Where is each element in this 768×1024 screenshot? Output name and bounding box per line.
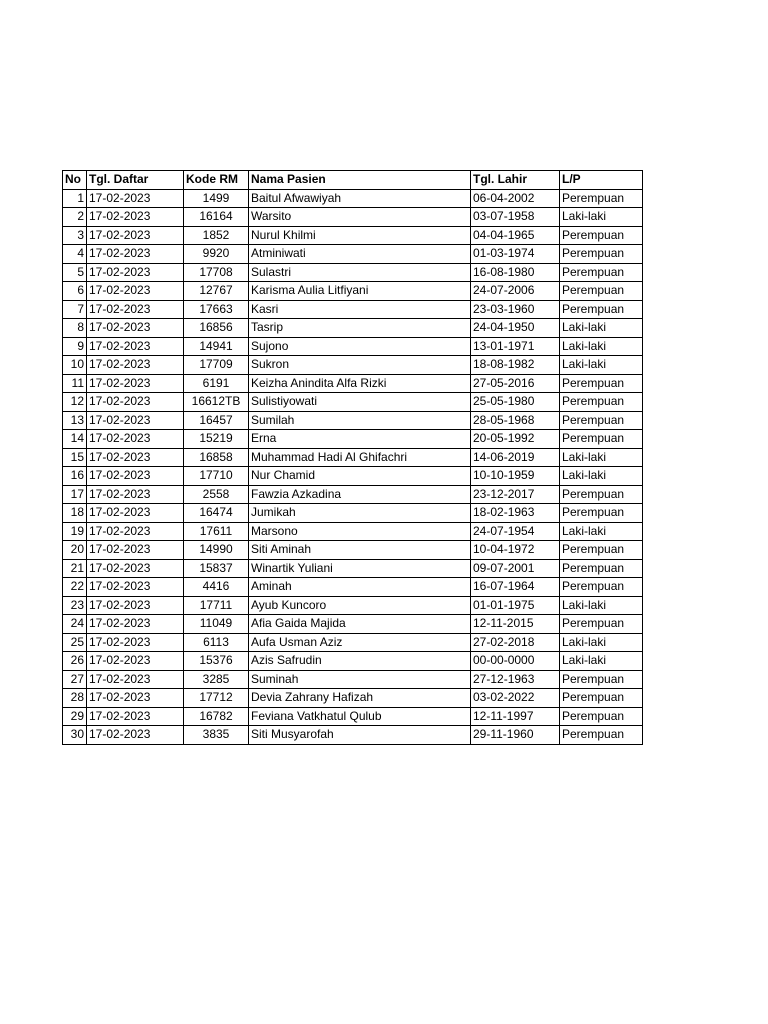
header-no: No <box>63 171 87 190</box>
cell-kode-rm: 15219 <box>184 430 249 449</box>
cell-tgl-lahir: 13-01-1971 <box>471 337 560 356</box>
cell-kode-rm: 17711 <box>184 596 249 615</box>
cell-lp: Laki-laki <box>560 596 643 615</box>
cell-lp: Perempuan <box>560 300 643 319</box>
table-row <box>63 319 643 338</box>
cell-no: 10 <box>63 356 87 375</box>
cell-no: 21 <box>63 559 87 578</box>
table-row <box>63 467 643 486</box>
cell-kode-rm: 14941 <box>184 337 249 356</box>
cell-nama-pasien: Suminah <box>249 670 471 689</box>
cell-no: 19 <box>63 522 87 541</box>
cell-tgl-daftar: 17-02-2023 <box>87 689 184 708</box>
cell-lp: Laki-laki <box>560 633 643 652</box>
cell-lp: Perempuan <box>560 411 643 430</box>
cell-tgl-lahir: 01-03-1974 <box>471 245 560 264</box>
cell-kode-rm: 17611 <box>184 522 249 541</box>
cell-lp: Perempuan <box>560 393 643 412</box>
cell-tgl-lahir: 18-02-1963 <box>471 504 560 523</box>
table-row <box>63 356 643 375</box>
table-row <box>63 430 643 449</box>
cell-lp: Perempuan <box>560 282 643 301</box>
cell-kode-rm: 1499 <box>184 189 249 208</box>
cell-no: 12 <box>63 393 87 412</box>
cell-lp: Perempuan <box>560 726 643 745</box>
header-nama-pasien: Nama Pasien <box>249 171 471 190</box>
cell-tgl-daftar: 17-02-2023 <box>87 430 184 449</box>
cell-kode-rm: 16856 <box>184 319 249 338</box>
table-row <box>63 485 643 504</box>
cell-lp: Perempuan <box>560 430 643 449</box>
cell-tgl-lahir: 03-02-2022 <box>471 689 560 708</box>
cell-lp: Perempuan <box>560 374 643 393</box>
cell-no: 29 <box>63 707 87 726</box>
cell-tgl-daftar: 17-02-2023 <box>87 189 184 208</box>
cell-no: 27 <box>63 670 87 689</box>
cell-no: 11 <box>63 374 87 393</box>
cell-no: 2 <box>63 208 87 227</box>
cell-kode-rm: 16782 <box>184 707 249 726</box>
cell-tgl-daftar: 17-02-2023 <box>87 467 184 486</box>
cell-lp: Perempuan <box>560 485 643 504</box>
cell-lp: Laki-laki <box>560 356 643 375</box>
table-row <box>63 559 643 578</box>
cell-nama-pasien: Siti Aminah <box>249 541 471 560</box>
header-lp: L/P <box>560 171 643 190</box>
cell-nama-pasien: Kasri <box>249 300 471 319</box>
header-tgl-lahir: Tgl. Lahir <box>471 171 560 190</box>
cell-tgl-lahir: 03-07-1958 <box>471 208 560 227</box>
header-kode-rm: Kode RM <box>184 171 249 190</box>
cell-no: 3 <box>63 226 87 245</box>
table-row <box>63 374 643 393</box>
cell-tgl-daftar: 17-02-2023 <box>87 504 184 523</box>
cell-tgl-daftar: 17-02-2023 <box>87 541 184 560</box>
cell-tgl-lahir: 20-05-1992 <box>471 430 560 449</box>
cell-no: 26 <box>63 652 87 671</box>
cell-nama-pasien: Keizha Anindita Alfa Rizki <box>249 374 471 393</box>
table-row <box>63 522 643 541</box>
patient-table <box>62 170 643 745</box>
cell-no: 5 <box>63 263 87 282</box>
cell-kode-rm: 16457 <box>184 411 249 430</box>
cell-tgl-daftar: 17-02-2023 <box>87 448 184 467</box>
cell-tgl-daftar: 17-02-2023 <box>87 633 184 652</box>
cell-nama-pasien: Marsono <box>249 522 471 541</box>
cell-lp: Laki-laki <box>560 208 643 227</box>
cell-lp: Perempuan <box>560 504 643 523</box>
cell-kode-rm: 4416 <box>184 578 249 597</box>
cell-tgl-lahir: 14-06-2019 <box>471 448 560 467</box>
cell-kode-rm: 3285 <box>184 670 249 689</box>
cell-tgl-lahir: 28-05-1968 <box>471 411 560 430</box>
cell-nama-pasien: Muhammad Hadi Al Ghifachri <box>249 448 471 467</box>
table-row <box>63 652 643 671</box>
cell-tgl-lahir: 24-04-1950 <box>471 319 560 338</box>
table-row <box>63 541 643 560</box>
cell-tgl-lahir: 18-08-1982 <box>471 356 560 375</box>
cell-no: 22 <box>63 578 87 597</box>
cell-nama-pasien: Erna <box>249 430 471 449</box>
cell-kode-rm: 9920 <box>184 245 249 264</box>
cell-tgl-lahir: 29-11-1960 <box>471 726 560 745</box>
cell-no: 13 <box>63 411 87 430</box>
cell-tgl-daftar: 17-02-2023 <box>87 300 184 319</box>
cell-no: 8 <box>63 319 87 338</box>
cell-tgl-lahir: 10-04-1972 <box>471 541 560 560</box>
cell-lp: Perempuan <box>560 189 643 208</box>
cell-no: 30 <box>63 726 87 745</box>
table-row <box>63 300 643 319</box>
cell-tgl-lahir: 25-05-1980 <box>471 393 560 412</box>
cell-lp: Laki-laki <box>560 448 643 467</box>
cell-tgl-lahir: 23-12-2017 <box>471 485 560 504</box>
cell-lp: Laki-laki <box>560 319 643 338</box>
cell-tgl-lahir: 01-01-1975 <box>471 596 560 615</box>
cell-nama-pasien: Jumikah <box>249 504 471 523</box>
cell-tgl-daftar: 17-02-2023 <box>87 670 184 689</box>
cell-nama-pasien: Nur Chamid <box>249 467 471 486</box>
table-row <box>63 208 643 227</box>
cell-tgl-lahir: 24-07-1954 <box>471 522 560 541</box>
cell-no: 6 <box>63 282 87 301</box>
cell-nama-pasien: Atminiwati <box>249 245 471 264</box>
cell-kode-rm: 17708 <box>184 263 249 282</box>
cell-no: 28 <box>63 689 87 708</box>
cell-kode-rm: 16612TB <box>184 393 249 412</box>
cell-lp: Perempuan <box>560 226 643 245</box>
table-row <box>63 633 643 652</box>
cell-no: 25 <box>63 633 87 652</box>
cell-lp: Laki-laki <box>560 467 643 486</box>
cell-tgl-daftar: 17-02-2023 <box>87 282 184 301</box>
cell-kode-rm: 16164 <box>184 208 249 227</box>
cell-kode-rm: 12767 <box>184 282 249 301</box>
table-row <box>63 393 643 412</box>
table-row <box>63 263 643 282</box>
cell-tgl-daftar: 17-02-2023 <box>87 596 184 615</box>
table-header-row <box>63 171 643 190</box>
cell-lp: Perempuan <box>560 689 643 708</box>
cell-tgl-daftar: 17-02-2023 <box>87 226 184 245</box>
cell-tgl-daftar: 17-02-2023 <box>87 578 184 597</box>
table-row <box>63 670 643 689</box>
cell-no: 16 <box>63 467 87 486</box>
cell-nama-pasien: Baitul Afwawiyah <box>249 189 471 208</box>
cell-no: 9 <box>63 337 87 356</box>
cell-nama-pasien: Aminah <box>249 578 471 597</box>
cell-tgl-daftar: 17-02-2023 <box>87 245 184 264</box>
cell-lp: Perempuan <box>560 245 643 264</box>
table-row <box>63 689 643 708</box>
cell-no: 15 <box>63 448 87 467</box>
cell-kode-rm: 15376 <box>184 652 249 671</box>
cell-nama-pasien: Ayub Kuncoro <box>249 596 471 615</box>
cell-no: 23 <box>63 596 87 615</box>
cell-kode-rm: 14990 <box>184 541 249 560</box>
cell-tgl-daftar: 17-02-2023 <box>87 263 184 282</box>
table-row <box>63 448 643 467</box>
table-row <box>63 189 643 208</box>
cell-tgl-lahir: 27-02-2018 <box>471 633 560 652</box>
cell-tgl-daftar: 17-02-2023 <box>87 319 184 338</box>
cell-lp: Perempuan <box>560 559 643 578</box>
table-row <box>63 504 643 523</box>
cell-tgl-daftar: 17-02-2023 <box>87 652 184 671</box>
cell-lp: Perempuan <box>560 615 643 634</box>
cell-no: 20 <box>63 541 87 560</box>
cell-nama-pasien: Feviana Vatkhatul Qulub <box>249 707 471 726</box>
cell-nama-pasien: Tasrip <box>249 319 471 338</box>
table-row <box>63 411 643 430</box>
cell-tgl-daftar: 17-02-2023 <box>87 374 184 393</box>
cell-nama-pasien: Winartik Yuliani <box>249 559 471 578</box>
cell-kode-rm: 17710 <box>184 467 249 486</box>
cell-tgl-lahir: 16-07-1964 <box>471 578 560 597</box>
cell-tgl-lahir: 23-03-1960 <box>471 300 560 319</box>
cell-kode-rm: 16474 <box>184 504 249 523</box>
cell-tgl-lahir: 24-07-2006 <box>471 282 560 301</box>
cell-tgl-daftar: 17-02-2023 <box>87 726 184 745</box>
cell-nama-pasien: Siti Musyarofah <box>249 726 471 745</box>
cell-tgl-lahir: 09-07-2001 <box>471 559 560 578</box>
cell-tgl-daftar: 17-02-2023 <box>87 393 184 412</box>
cell-nama-pasien: Sulistiyowati <box>249 393 471 412</box>
cell-nama-pasien: Azis Safrudin <box>249 652 471 671</box>
header-tgl-daftar: Tgl. Daftar <box>87 171 184 190</box>
table-row <box>63 226 643 245</box>
cell-nama-pasien: Warsito <box>249 208 471 227</box>
cell-lp: Perempuan <box>560 578 643 597</box>
cell-no: 17 <box>63 485 87 504</box>
table-row <box>63 578 643 597</box>
cell-nama-pasien: Sumilah <box>249 411 471 430</box>
cell-nama-pasien: Devia Zahrany Hafizah <box>249 689 471 708</box>
cell-tgl-daftar: 17-02-2023 <box>87 559 184 578</box>
cell-tgl-lahir: 00-00-0000 <box>471 652 560 671</box>
table-row <box>63 596 643 615</box>
cell-no: 1 <box>63 189 87 208</box>
cell-tgl-lahir: 27-05-2016 <box>471 374 560 393</box>
cell-tgl-daftar: 17-02-2023 <box>87 356 184 375</box>
cell-nama-pasien: Fawzia Azkadina <box>249 485 471 504</box>
cell-nama-pasien: Sukron <box>249 356 471 375</box>
table-row <box>63 726 643 745</box>
cell-tgl-lahir: 16-08-1980 <box>471 263 560 282</box>
cell-kode-rm: 6191 <box>184 374 249 393</box>
cell-lp: Laki-laki <box>560 522 643 541</box>
cell-nama-pasien: Afia Gaida Majida <box>249 615 471 634</box>
cell-nama-pasien: Sujono <box>249 337 471 356</box>
cell-no: 7 <box>63 300 87 319</box>
cell-tgl-lahir: 06-04-2002 <box>471 189 560 208</box>
table-row <box>63 282 643 301</box>
table-row <box>63 337 643 356</box>
cell-tgl-daftar: 17-02-2023 <box>87 615 184 634</box>
cell-kode-rm: 16858 <box>184 448 249 467</box>
cell-tgl-daftar: 17-02-2023 <box>87 485 184 504</box>
cell-lp: Laki-laki <box>560 652 643 671</box>
cell-tgl-lahir: 12-11-1997 <box>471 707 560 726</box>
cell-tgl-daftar: 17-02-2023 <box>87 522 184 541</box>
cell-nama-pasien: Karisma Aulia Litfiyani <box>249 282 471 301</box>
cell-lp: Perempuan <box>560 707 643 726</box>
cell-kode-rm: 15837 <box>184 559 249 578</box>
table-row <box>63 245 643 264</box>
cell-no: 18 <box>63 504 87 523</box>
table-row <box>63 707 643 726</box>
cell-tgl-lahir: 10-10-1959 <box>471 467 560 486</box>
cell-lp: Perempuan <box>560 670 643 689</box>
cell-kode-rm: 11049 <box>184 615 249 634</box>
cell-no: 4 <box>63 245 87 264</box>
cell-nama-pasien: Aufa Usman Aziz <box>249 633 471 652</box>
cell-tgl-lahir: 12-11-2015 <box>471 615 560 634</box>
cell-nama-pasien: Nurul Khilmi <box>249 226 471 245</box>
cell-tgl-lahir: 04-04-1965 <box>471 226 560 245</box>
cell-tgl-daftar: 17-02-2023 <box>87 208 184 227</box>
patient-register-sheet <box>62 170 643 745</box>
cell-tgl-daftar: 17-02-2023 <box>87 411 184 430</box>
cell-kode-rm: 2558 <box>184 485 249 504</box>
cell-kode-rm: 1852 <box>184 226 249 245</box>
cell-tgl-daftar: 17-02-2023 <box>87 707 184 726</box>
cell-lp: Perempuan <box>560 541 643 560</box>
cell-kode-rm: 17712 <box>184 689 249 708</box>
cell-kode-rm: 6113 <box>184 633 249 652</box>
cell-nama-pasien: Sulastri <box>249 263 471 282</box>
cell-tgl-lahir: 27-12-1963 <box>471 670 560 689</box>
cell-no: 14 <box>63 430 87 449</box>
table-row <box>63 615 643 634</box>
table-body <box>63 189 643 744</box>
cell-kode-rm: 3835 <box>184 726 249 745</box>
cell-lp: Perempuan <box>560 263 643 282</box>
cell-kode-rm: 17663 <box>184 300 249 319</box>
cell-lp: Laki-laki <box>560 337 643 356</box>
cell-no: 24 <box>63 615 87 634</box>
cell-kode-rm: 17709 <box>184 356 249 375</box>
cell-tgl-daftar: 17-02-2023 <box>87 337 184 356</box>
